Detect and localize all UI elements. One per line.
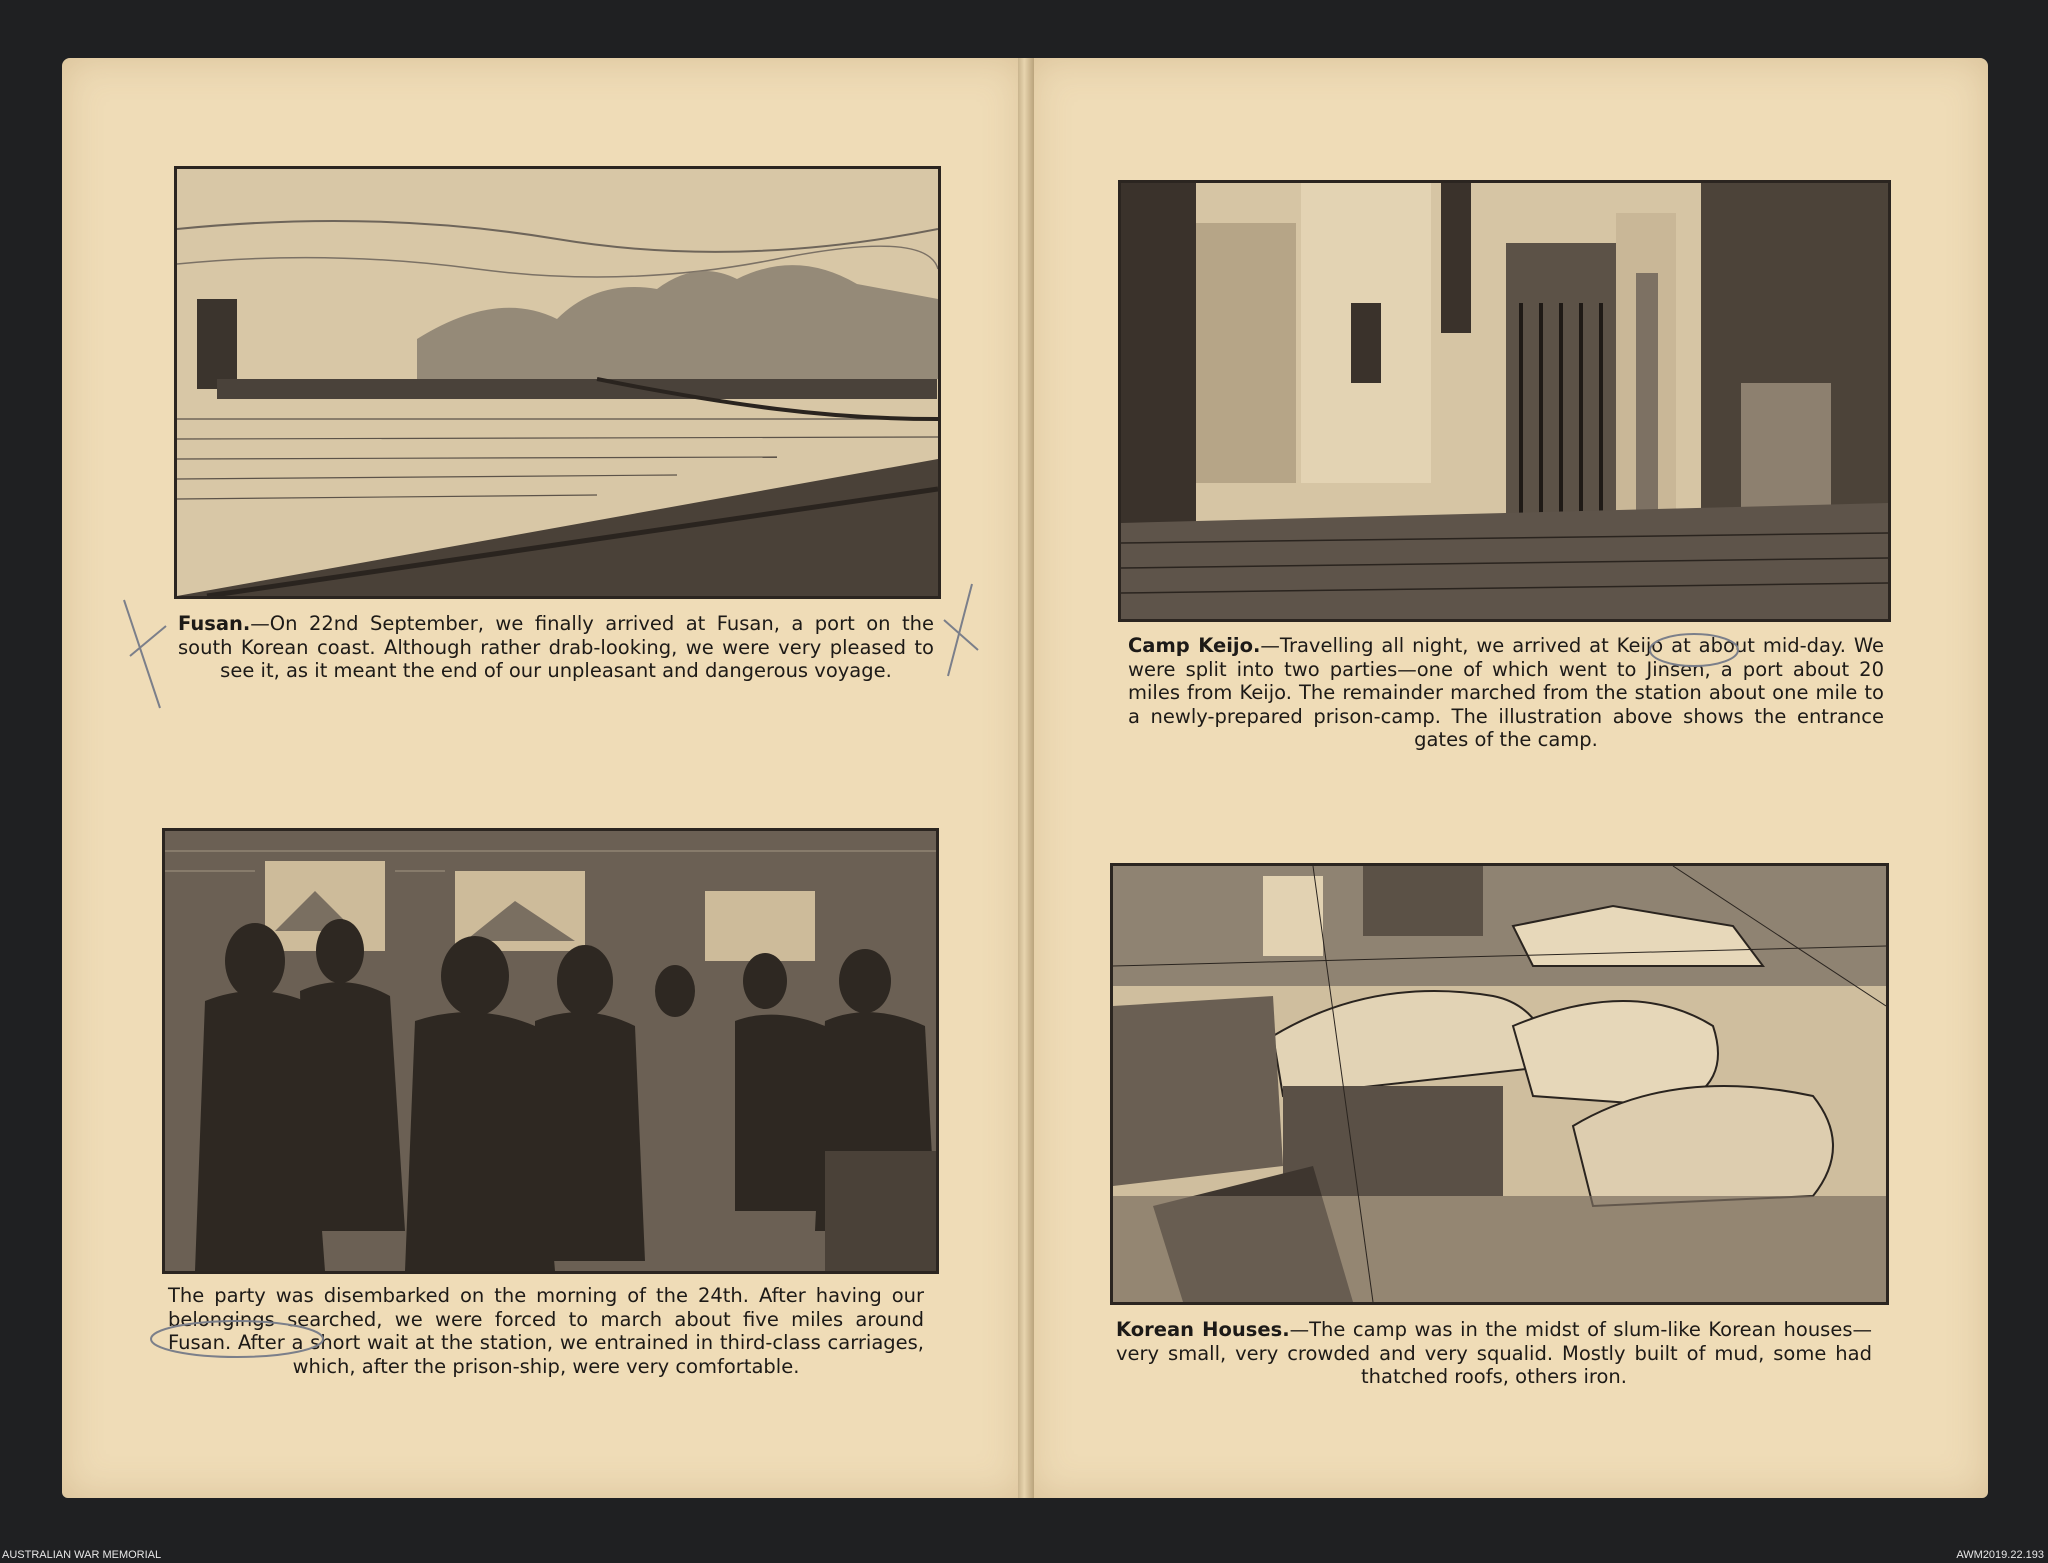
binding-gutter — [1018, 58, 1034, 1498]
train-carriage-illustration — [162, 828, 939, 1274]
fusan-caption-text: —On 22nd September, we finally arrived at Fusan, a port on the south Korean coast. Although rather drab-looking, we were very pleased to see it, as it meant the end of our unpleasant and dangerous voyage. — [178, 612, 934, 682]
pencil-circle-fusan — [146, 1316, 328, 1362]
keijo-caption-text: —Travelling all night, we arrived at Keijo at about mid-day. We were split into two parties—one of which went to Jinsen, a port about 20 miles from Keijo. The remainder marched from the station about one mile to a newly-prepared prison-camp. The illustration above shows the entrance gates of the camp. — [1128, 634, 1884, 751]
footer-left: AUSTRALIAN WAR MEMORIAL — [2, 1549, 162, 1561]
pencil-mark-right — [936, 580, 986, 680]
fusan-harbour-illustration — [174, 166, 941, 599]
pencil-circle-keijo — [1646, 630, 1742, 670]
keijo-caption-title: Camp Keijo. — [1128, 634, 1261, 657]
keijo-caption — [1128, 634, 1884, 752]
houses-caption — [1116, 1318, 1872, 1389]
houses-caption-text: —The camp was in the midst of slum-like Korean houses—very small, very crowded and very squalid. Mostly built of mud, some had thatched roofs, others iron. — [1116, 1318, 1872, 1388]
pencil-mark-left — [120, 596, 170, 712]
korean-houses-illustration — [1110, 863, 1889, 1305]
fusan-caption — [178, 612, 934, 683]
fusan-caption-title: Fusan. — [178, 612, 251, 635]
footer-right: AWM2019.22.193 — [1956, 1549, 2044, 1561]
camp-keijo-gate-illustration — [1118, 180, 1891, 622]
houses-caption-title: Korean Houses. — [1116, 1318, 1290, 1341]
train-caption-text: The party was disembarked on the morning of the 24th. After having our belongings searched, we were forced to march about five miles around Fusan. After a short wait at the station, we entrained in third-class carriages, which, after the prison-ship, were very comfortable. — [168, 1284, 924, 1378]
